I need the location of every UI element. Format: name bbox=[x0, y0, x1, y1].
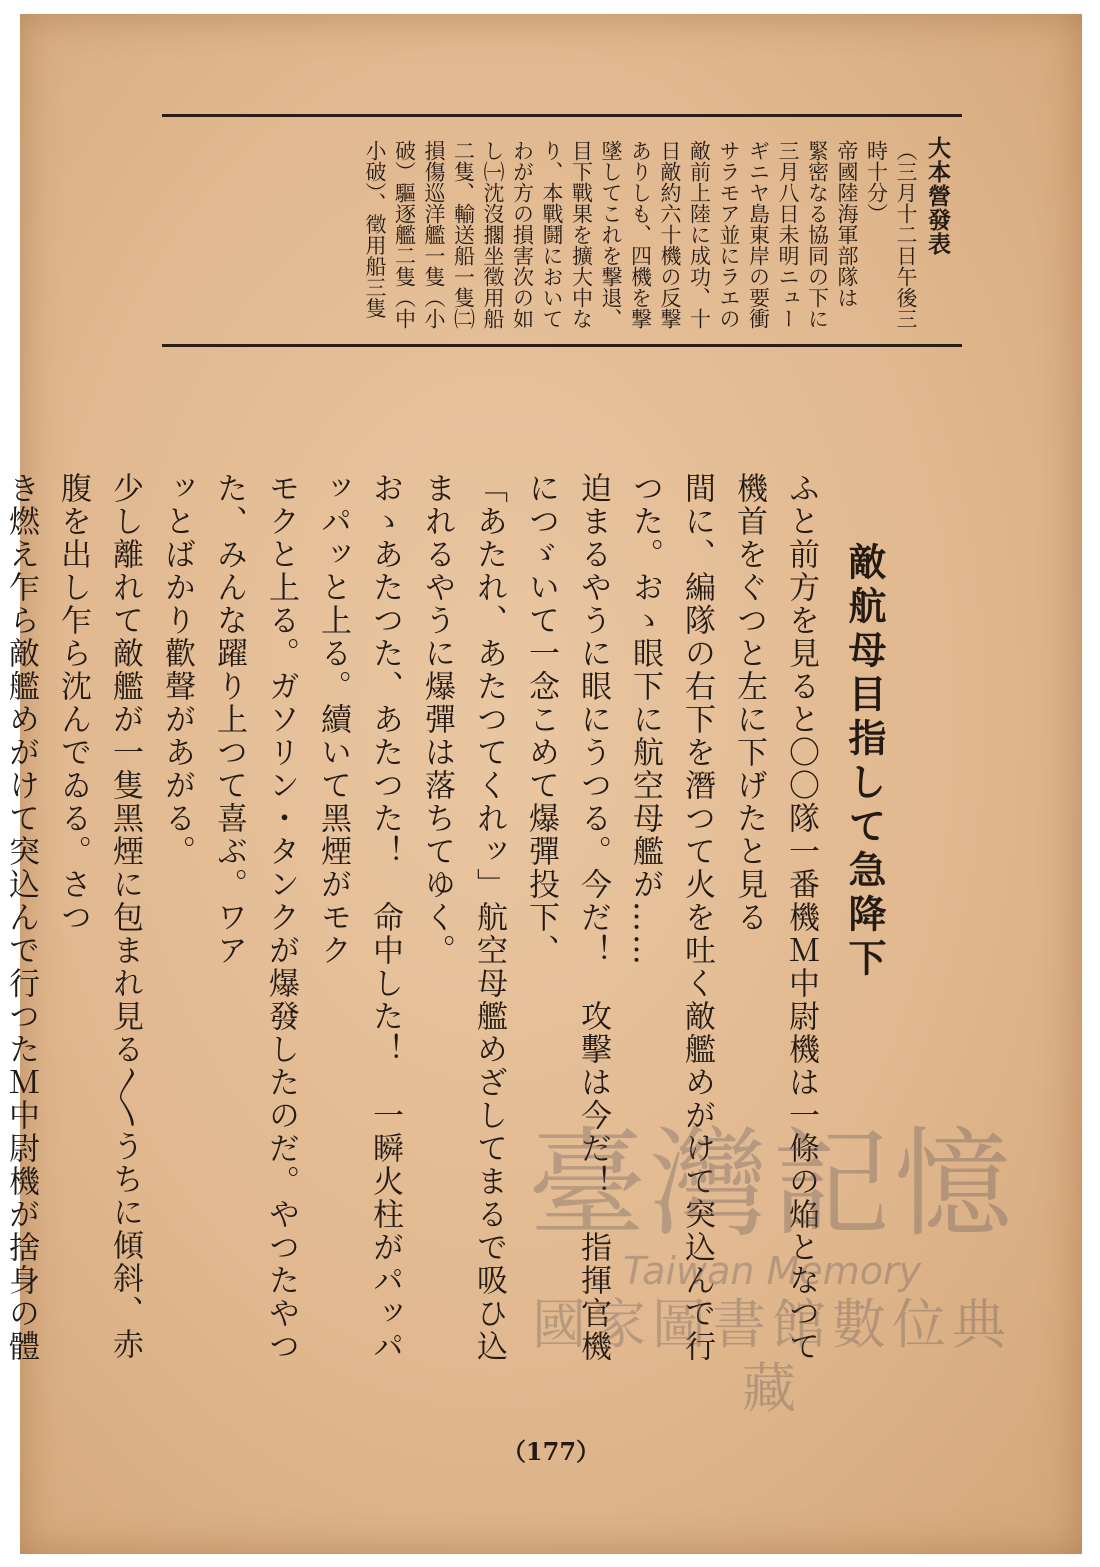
announcement-line: 帝國陸海軍部隊は bbox=[835, 140, 859, 308]
announcement-line: 二隻、輸送船一隻㈡ bbox=[451, 140, 476, 329]
article-line: 迫まるやうに眼にうつる。今だ！ 攻擊は今だ！ 指揮官機につゞいて一念こめて爆彈投下、 bbox=[523, 472, 611, 1363]
announcement-line: 時十分） bbox=[864, 140, 889, 224]
bottom-rule bbox=[162, 344, 962, 347]
page-number: （177） bbox=[501, 1437, 601, 1466]
watermark bbox=[522, 1115, 1022, 1420]
announcement-line: 小破）、徵用船三隻 bbox=[363, 140, 387, 319]
announcement-line: ギニヤ島東岸の要衝 bbox=[746, 140, 771, 329]
announcement-line: サラモア並にラエの bbox=[717, 140, 741, 329]
document-page bbox=[3, 14, 1082, 1554]
announcement-line: 墜してこれを撃退、 bbox=[599, 140, 623, 329]
article-title: 敵航母目指して急降下 bbox=[842, 542, 886, 982]
announcement-line: し㈠沈沒擱坐徵用船 bbox=[481, 140, 505, 329]
article-line: き燃え乍ら敵艦めがけて突込んで行つたＭ中尉機が捨身の體 bbox=[3, 472, 39, 1363]
announcement-line: 日敵約六十機の反撃 bbox=[658, 140, 682, 329]
announcement-line: 三月八日未明ニュー bbox=[776, 140, 800, 329]
announcement-body bbox=[360, 140, 921, 336]
announcement-line: 緊密なる協同の下に bbox=[805, 140, 830, 329]
announcement-title: 大本營發表 bbox=[924, 136, 950, 256]
announcement-line: り、本戰鬪において bbox=[540, 140, 564, 329]
announcement-line: 目下戰果を擴大中な bbox=[569, 140, 594, 329]
announcement-line: 破）驅逐艦二隻（中 bbox=[392, 140, 417, 329]
top-rule bbox=[162, 114, 962, 117]
announcement-line: ありしも、四機を撃 bbox=[628, 140, 653, 329]
watermark-english: Taiwan Memory bbox=[622, 1249, 922, 1293]
article-line: 「あたれ、あたつてくれッ」航空母艦めざしてまるで吸ひ込まれるやうに爆彈は落ちてゆく。 bbox=[419, 472, 507, 1363]
article-line: おゝあたつた、あたつた！ 命中した！ 一瞬火柱がパッパッパッと上る。續いて黑煙がモク bbox=[315, 472, 403, 1363]
article-line: ッとばかり歡聲があがる。 bbox=[159, 472, 195, 868]
article-line: 間に、編隊の右下を潛つて火を吐く敵艦めがけて突込んで行つた。おゝ眼下に航空母艦が…… bbox=[627, 472, 715, 1363]
article-line: 少し離れて敵艦が一隻黑煙に包まれ見る〳〵うちに傾斜、赤腹を出し乍ら沈んでゐる。さつ bbox=[55, 472, 143, 1361]
announcement-line: 敵前上陸に成功、十 bbox=[687, 140, 712, 329]
announcement-line: わが方の損害次の如 bbox=[510, 140, 535, 329]
article-line: ふと前方を見ると〇〇隊一番機Ｍ中尉機は一條の焔となつて機首をぐつと左に下げたと見る bbox=[731, 472, 819, 1363]
announcement-line: （三月十二日午後三 bbox=[894, 140, 918, 329]
watermark-logo-text: 臺灣記憶 bbox=[527, 1115, 1016, 1253]
watermark-institution: 國家圖書館數位典藏 bbox=[532, 1293, 1012, 1420]
article-line: モクと上る。ガソリン・タンクが爆發したのだ。やつたやつた、みんな躍り上つて喜ぶ。ワア bbox=[211, 472, 299, 1363]
announcement-line: 損傷巡洋艦一隻（小 bbox=[422, 140, 446, 329]
